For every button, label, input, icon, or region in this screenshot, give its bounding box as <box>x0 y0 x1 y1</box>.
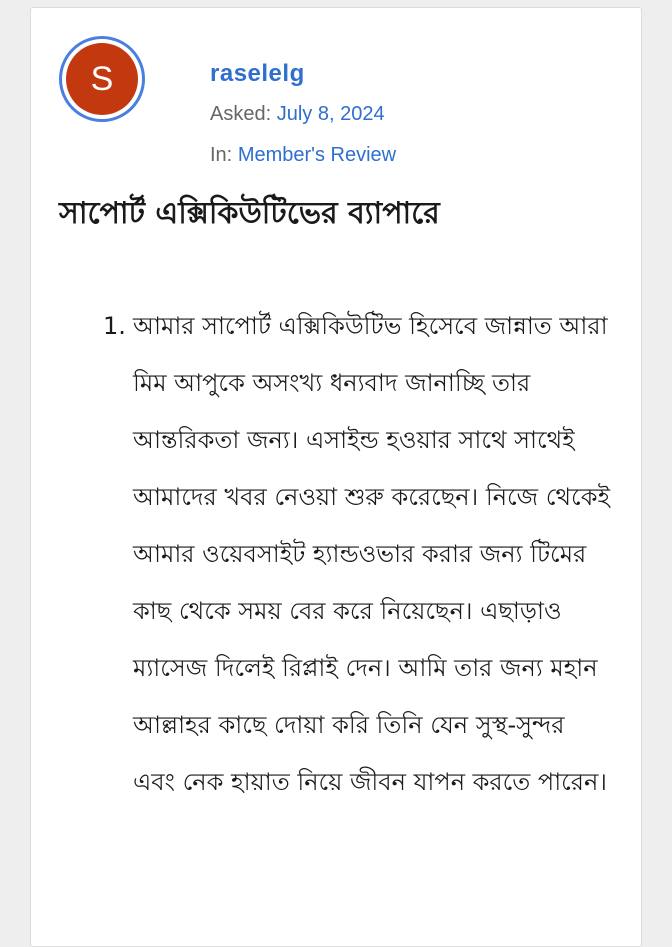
author-username-link[interactable]: raselelg <box>210 60 305 87</box>
asked-label: Asked: <box>210 103 272 125</box>
asked-date-link[interactable]: July 8, 2024 <box>276 103 385 125</box>
list-item-number: 1. <box>103 312 126 340</box>
avatar[interactable] <box>59 36 145 122</box>
category-label: In: <box>210 144 233 166</box>
question-title: সাপোর্ট এক্সিকিউটিভের ব্যাপারে <box>59 196 440 231</box>
question-card <box>30 7 642 947</box>
list-item-text: আমার সাপোর্ট এক্সিকিউটিভ হিসেবে জান্নাত আরা মিম আপুকে অসংখ্য ধন্যবাদ জানাচ্ছি তার আন্তরিকতা জন্য। এসাইন্ড হওয়ার সাথে সাথেই আমাদের খবর নেওয়া শুরু করেছেন। নিজে থেকেই আমার ওয়েবসাইট হ্যান্ডওভার করার জন্য টিমের কাছ থেকে সময় বের করে নিয়েছেন। এছাড়াও ম্যাসেজ দিলেই রিপ্লাই দেন। আমি তার জন্য মহান আল্লাহর কাছে দোয়া করি তিনি যেন সুস্থ-সুন্দর এবং নেক হায়াত নিয়ে জীবন যাপন করতে পারেন। <box>133 312 610 796</box>
category-link[interactable]: Member's Review <box>237 144 397 166</box>
category-meta <box>210 144 396 167</box>
asked-meta <box>210 103 385 126</box>
list-item <box>103 298 613 811</box>
avatar-letter: S <box>66 43 138 115</box>
question-body-list <box>103 298 613 811</box>
